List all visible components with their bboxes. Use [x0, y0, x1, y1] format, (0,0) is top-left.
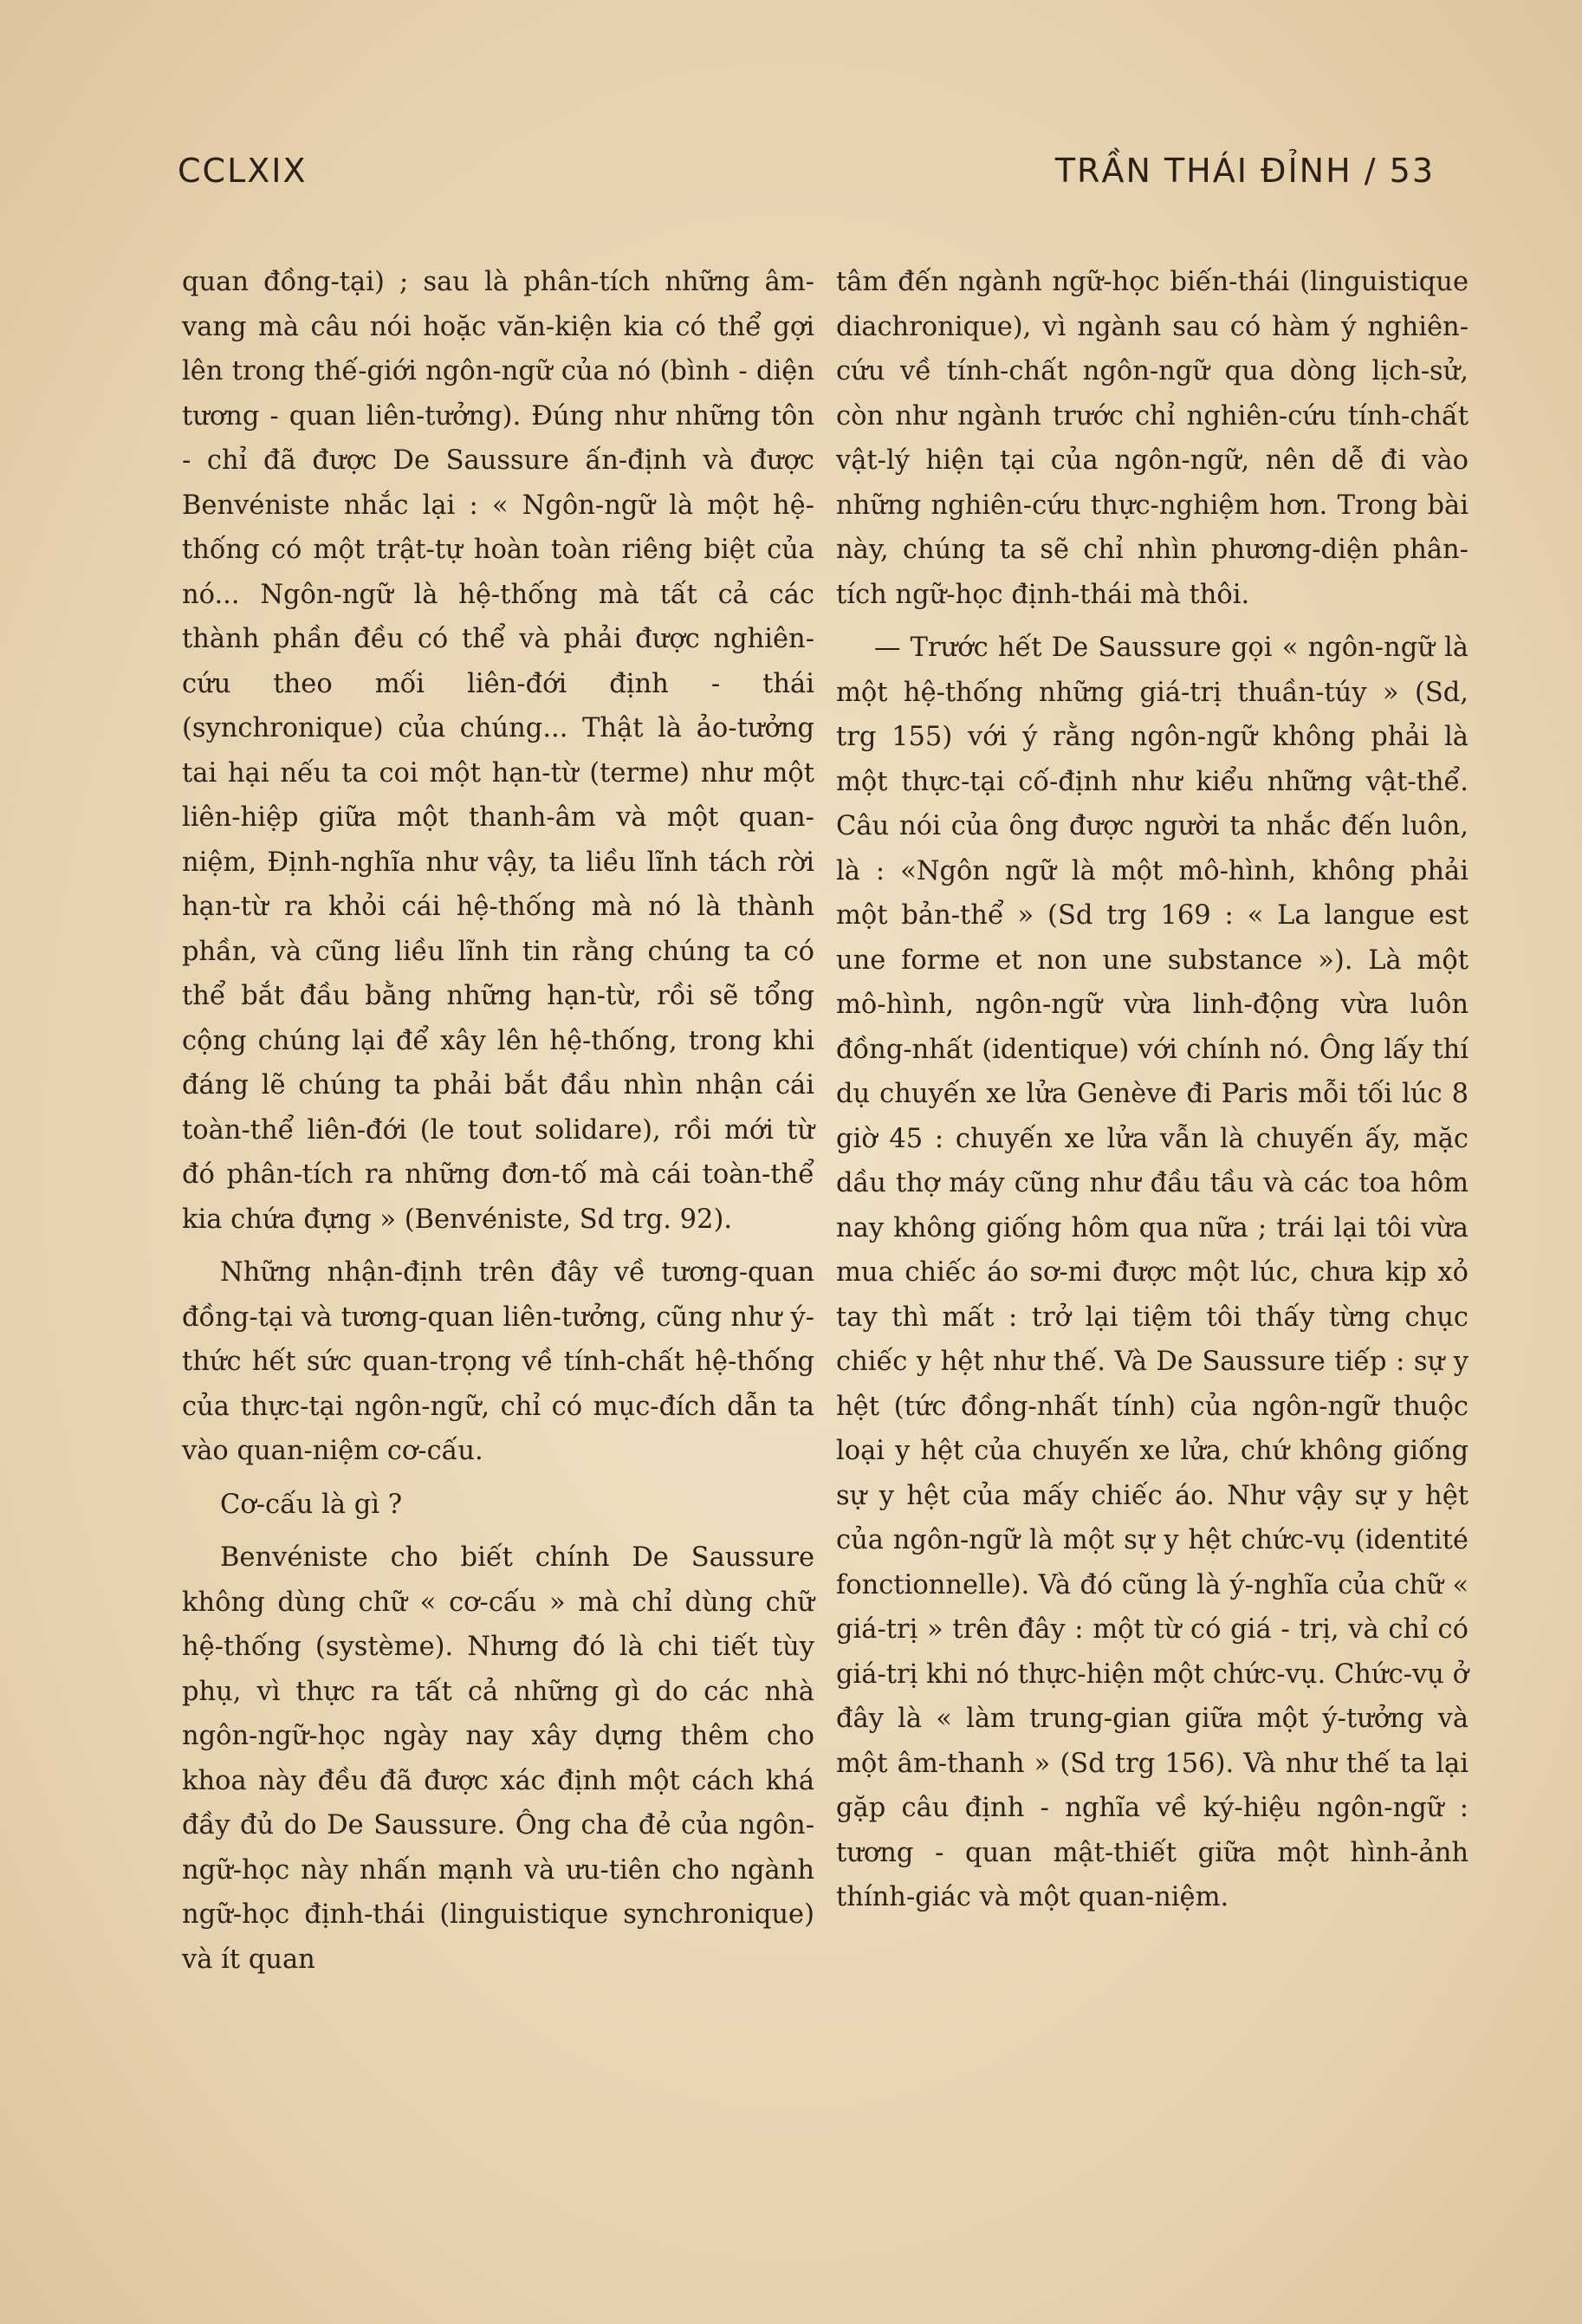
- paragraph: quan đồng-tại) ; sau là phân-tích những âm-vang mà câu nói hoặc văn-kiện kia có thể gợi lên trong thế-giới ngôn-ngữ của nó (bình - diện tương - quan liên-tưởng). Đúng như những tôn - chỉ đã được De Saussure ấn-định và được Benvéniste nhắc lại : « Ngôn-ngữ là một hệ-thống có một trật-tự hoàn toàn riêng biệt của nó... Ngôn-ngữ là hệ-thống mà tất cả các thành phần đều có thể và phải được nghiên-cứu theo mối liên-đới định - thái (synchronique) của chúng... Thật là ảo-tưởng tai hại nếu ta coi một hạn-từ (terme) như một liên-hiệp giữa một thanh-âm và một quan-niệm, Định-nghĩa như vậy, ta liều lĩnh tách rời hạn-từ ra khỏi cái hệ-thống mà nó là thành phần, và cũng liều lĩnh tin rằng chúng ta có thể bắt đầu bằng những hạn-từ, rồi sẽ tổng cộng chúng lại để xây lên hệ-thống, trong khi đáng lẽ chúng ta phải bắt đầu nhìn nhận cái toàn-thể liên-đới (le tout solidare), rồi mới từ đó phân-tích ra những đơn-tố mà cái toàn-thể kia chứa đựng » (Benvéniste, Sd trg. 92).: [182, 267, 814, 1235]
- author-and-page-number: TRẦN THÁI ĐỈNH / 53: [1054, 152, 1435, 190]
- section-question: Cơ-cấu là gì ?: [220, 1489, 403, 1520]
- paragraph: Những nhận-định trên đây về tương-quan đồng-tại và tương-quan liên-tưởng, cũng như ý-thức hết sức quan-trọng về tính-chất hệ-thống của thực-tại ngôn-ngữ, chỉ có mục-đích dẫn ta vào quan-niệm cơ-cấu.: [182, 1257, 814, 1466]
- paragraph: tâm đến ngành ngữ-học biến-thái (linguistique diachronique), vì ngành sau có hàm ý nghiên-cứu về tính-chất ngôn-ngữ qua dòng lịch-sử, còn như ngành trước chỉ nghiên-cứu tính-chất vật-lý hiện tại của ngôn-ngữ, nên dễ đi vào những nghiên-cứu thực-nghiệm hơn. Trong bài này, chúng ta sẽ chỉ nhìn phương-diện phân-tích ngữ-học định-thái mà thôi.: [836, 267, 1469, 610]
- left-text-column: [182, 260, 814, 1990]
- right-text-column: [836, 260, 1469, 1929]
- page-header: [178, 152, 1435, 204]
- paragraph: — Trước hết De Saussure gọi « ngôn-ngữ là một hệ-thống những giá-trị thuần-túy » (Sd, trg 155) với ý rằng ngôn-ngữ không phải là một thực-tại cố-định như kiểu những vật-thể. Câu nói của ông được người ta nhắc đến luôn, là : «Ngôn ngữ là một mô-hình, không phải một bản-thể » (Sd trg 169 : « La langue est une forme et non une substance »). Là một mô-hình, ngôn-ngữ vừa linh-động vừa luôn đồng-nhất (identique) với chính nó. Ông lấy thí dụ chuyến xe lửa Genève đi Paris mỗi tối lúc 8 giờ 45 : chuyến xe lửa vẫn là chuyến ấy, mặc dầu thợ máy cũng như đầu tầu và các toa hôm nay không giống hôm qua nữa ; trái lại tôi vừa mua chiếc áo sơ-mi được một lúc, chưa kịp xỏ tay thì mất : trở lại tiệm tôi thấy từng chục chiếc y hệt như thế. Và De Saussure tiếp : sự y hệt (tức đồng-nhất tính) của ngôn-ngữ thuộc loại y hệt của chuyến xe lửa, chứ không giống sự y hệt của mấy chiếc áo. Như vậy sự y hệt của ngôn-ngữ là một sự y hệt chức-vụ (identité fonctionnelle). Và đó cũng là ý-nghĩa của chữ « giá-trị » trên đây : một từ có giá - trị, và chỉ có giá-trị khi nó thực-hiện một chức-vụ. Chức-vụ ở đây là « làm trung-gian giữa một ý-tưởng và một âm-thanh » (Sd trg 156). Và như thế ta lại gặp câu định - nghĩa về ký-hiệu ngôn-ngữ : tương - quan mật-thiết giữa một hình-ảnh thính-giác và một quan-niệm.: [836, 633, 1469, 1912]
- chapter-roman-numeral: CCLXIX: [178, 152, 308, 190]
- paragraph: Benvéniste cho biết chính De Saussure không dùng chữ « cơ-cấu » mà chỉ dùng chữ hệ-thống (système). Nhưng đó là chi tiết tùy phụ, vì thực ra tất cả những gì do các nhà ngôn-ngữ-học ngày nay xây dựng thêm cho khoa này đều đã được xác định một cách khá đầy đủ do De Saussure. Ông cha đẻ của ngôn-ngữ-học này nhấn mạnh và ưu-tiên cho ngành ngữ-học định-thái (linguistique synchronique) và ít quan: [182, 1542, 814, 1975]
